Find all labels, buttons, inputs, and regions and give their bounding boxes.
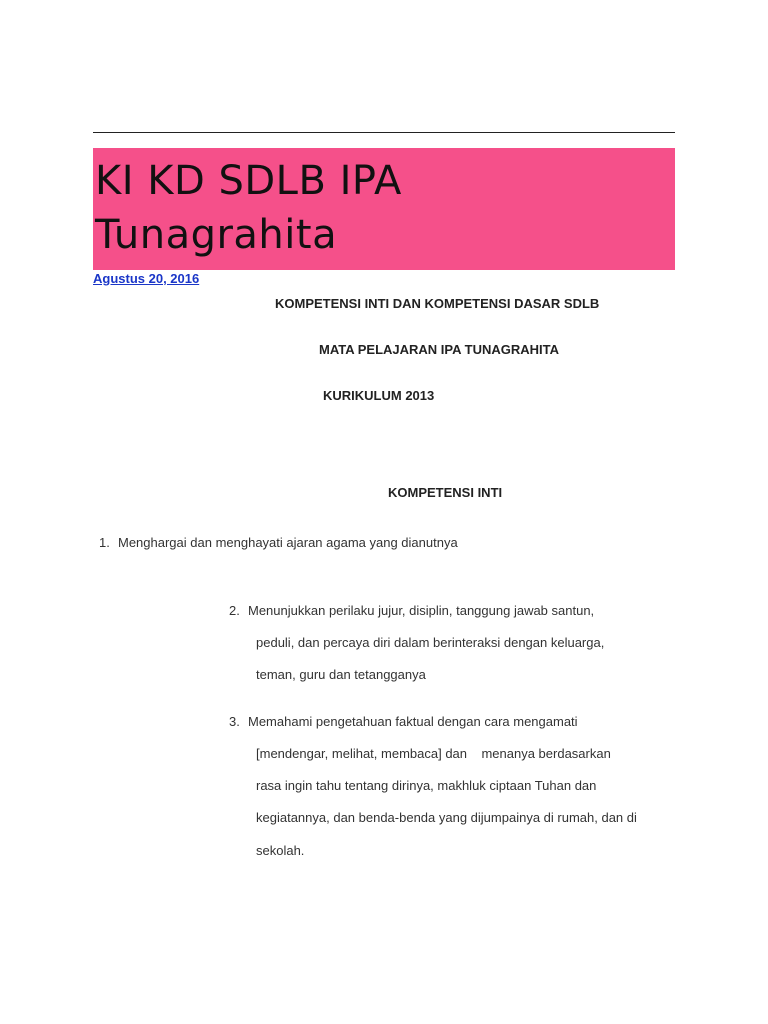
title-banner [93, 148, 675, 270]
list-item-text-continuation: peduli, dan percaya diri dalam berinteraksi dengan keluarga, [256, 635, 605, 650]
list-item-text-continuation: kegiatannya, dan benda-benda yang dijumpainya di rumah, dan di [256, 810, 637, 825]
list-item-number: 2. [229, 603, 240, 618]
top-divider [93, 132, 675, 133]
heading-kompetensi: KOMPETENSI INTI DAN KOMPETENSI DASAR SDLB [275, 296, 600, 311]
list-item-number: 3. [229, 714, 240, 729]
heading-kurikulum: KURIKULUM 2013 [323, 388, 435, 403]
list-item-text: Menghargai dan menghayati ajaran agama yang dianutnya [118, 535, 458, 550]
list-item [229, 714, 578, 729]
page-title: KI KD SDLB IPA Tunagrahita [95, 158, 402, 258]
heading-mata-pelajaran: MATA PELAJARAN IPA TUNAGRAHITA [319, 342, 560, 357]
list-item [99, 535, 458, 550]
list-item-text: Menunjukkan perilaku jujur, disiplin, tanggung jawab santun, [248, 603, 595, 618]
post-date-link[interactable]: Agustus 20, 2016 [93, 271, 200, 286]
list-item-text-continuation: rasa ingin tahu tentang dirinya, makhluk ciptaan Tuhan dan [256, 778, 597, 793]
list-item-text-continuation: [mendengar, melihat, membaca] dan menanya berdasarkan [256, 746, 611, 761]
list-item-number: 1. [99, 535, 110, 550]
list-item-text-continuation: teman, guru dan tetangganya [256, 667, 426, 682]
list-item-text-continuation: sekolah. [256, 843, 305, 858]
list-item-text: Memahami pengetahuan faktual dengan cara mengamati [248, 714, 578, 729]
heading-kompetensi-inti: KOMPETENSI INTI [388, 485, 503, 500]
list-item [229, 603, 594, 618]
